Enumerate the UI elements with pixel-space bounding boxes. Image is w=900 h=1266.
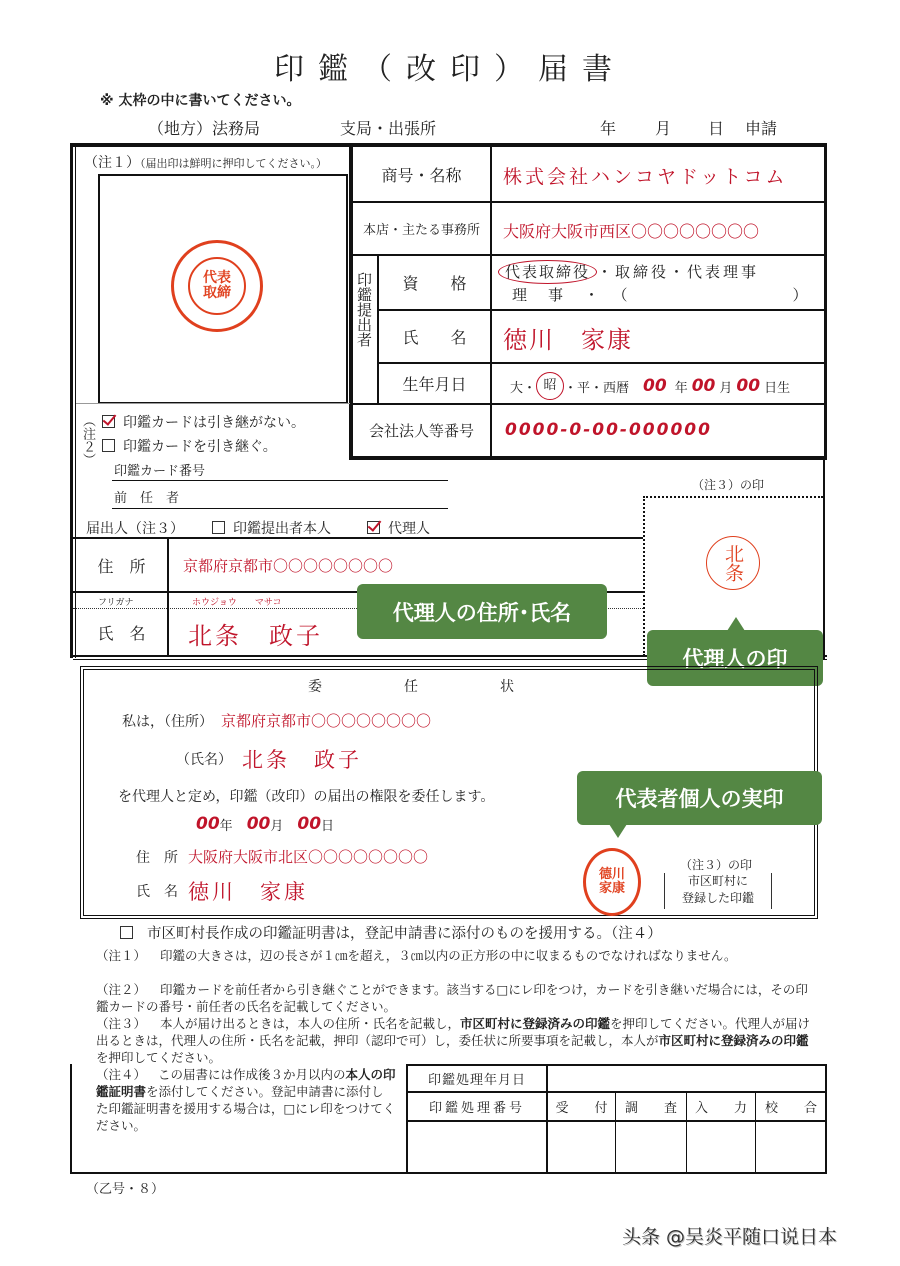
note-4: （注４） この届書には作成後３か月以内の本人の印鑑証明書を添付してください。登記申請書に添付した印鑑証明書を援用する場合は，□にレ印をつけてください。 [96, 1067, 396, 1133]
qualification-selected[interactable]: 代表取締役 [498, 260, 597, 284]
watermark: 头条 @吴炎平随口说日本 [622, 1226, 838, 1248]
col-input: 入 力 [694, 1101, 747, 1116]
company-seal-icon: 代表 取締 [171, 240, 263, 332]
year-label: 年 [600, 119, 617, 138]
poa-principal-address: 住 所 大阪府大阪市北区〇〇〇〇〇〇〇〇 [136, 848, 429, 866]
apply-label: 申請 [745, 119, 778, 138]
checkbox-unchecked[interactable] [212, 521, 225, 534]
card-option-no-transfer[interactable]: 印鑑カードは引き継がない。 [102, 412, 305, 432]
poa-date: 00 年 00 月 00 日 [196, 814, 335, 834]
furigana-label: フリガナ [98, 598, 134, 608]
poa-title: 委 任 状 [308, 679, 532, 695]
card-option-transfer[interactable]: 印鑑カードを引き継ぐ。 [102, 436, 277, 456]
seal-processing-number-label: 印鑑処理番号 [428, 1101, 525, 1116]
corp-number-label: 会社法人等番号 [368, 422, 474, 440]
form-code: （乙号・８） [86, 1182, 165, 1197]
col-collation: 校 合 [764, 1101, 817, 1116]
submitter-name-value: 徳川 家康 [503, 326, 633, 354]
company-name-value: 株式会社ハンコヤドットコム [503, 166, 788, 188]
agent-name-label: 氏 名 [97, 623, 146, 643]
representative-seal-icon: 德川 家康 [583, 848, 641, 916]
poa-principal-name: 氏 名 徳川 家康 [136, 880, 308, 904]
seal-note-label: （注１）（届出印は鮮明に押印してください。） [84, 155, 327, 171]
poa-seal-bracket: 市区町村に 登録した印鑑 [664, 873, 772, 909]
poa-seal-note: （注３）の印 [680, 858, 753, 872]
checkbox-unchecked[interactable] [120, 926, 133, 939]
birth-era-selected[interactable]: 昭 [536, 372, 564, 400]
qualification-options: 代表取締役 ・取締役・代表理事 理 事 ・ （ ） [498, 260, 811, 306]
checkbox-checked[interactable] [367, 521, 380, 534]
col-received: 受 付 [555, 1101, 608, 1116]
submitter-name-label: 氏 名 [402, 328, 467, 347]
corp-number-value: 0000-0-00-000000 [505, 420, 712, 440]
submitter-group-label: 印鑑提出者 [355, 272, 373, 347]
seal-processing-date-label: 印鑑処理年月日 [427, 1073, 526, 1088]
note-3: （注３） 本人が届け出るときは，本人の住所・氏名を記載し，市区町村に登録済みの印鑑を押印してください。代理人が届け出るときは，代理人の住所・氏名を記載，押印（認印で可）し，委任状に所要事項を記載し，本人が市区町村に登録済みの印鑑を押印してください。 [96, 1016, 811, 1065]
company-name-label: 商号・名称 [381, 165, 462, 185]
left-border [70, 143, 73, 658]
checkbox-unchecked[interactable] [102, 439, 115, 452]
page-title: 印鑑（改印）届書 [274, 52, 626, 87]
qualification-label: 資 格 [402, 274, 467, 293]
callout-agent-address-name: 代理人の住所･氏名 [357, 584, 607, 639]
agent-seal-label: （注３）の印 [692, 478, 765, 492]
card-number-label: 印鑑カード番号 [114, 464, 206, 479]
agent-address-label: 住 所 [97, 556, 146, 576]
callout-agent-seal: 代理人の印 [647, 630, 823, 686]
right-border [824, 143, 827, 458]
day-label: 日 [708, 119, 725, 138]
office-value: 大阪府大阪市西区〇〇〇〇〇〇〇〇 [503, 222, 760, 241]
certificate-option[interactable]: 市区町村長作成の印鑑証明書は，登記申請書に添付のものを援用する。（注４） [120, 922, 662, 943]
checkbox-checked[interactable] [102, 415, 115, 428]
poa-name-line: （氏名） 北条 政子 [176, 748, 362, 772]
birthdate-value: 大・ 昭 ・平・西暦 00 年 00 月 00 日生 [510, 372, 790, 400]
furigana-value: ホウジョウ マサコ [192, 598, 282, 608]
agent-seal-icon: 北条 [706, 536, 760, 590]
agent-name-value: 北条 政子 [188, 622, 323, 650]
filer-option-agent[interactable]: 代理人 [367, 518, 430, 538]
note-2: （注２） 印鑑カードを前任者から引き継ぐことができます。該当する□にレ印をつけ，カードを引き継いだ場合には，その印鑑カードの番号・前任者の氏名を記載してください。 [96, 982, 808, 1014]
col-investigation: 調 査 [624, 1101, 677, 1116]
agent-address-value: 京都府京都市〇〇〇〇〇〇〇〇 [183, 557, 394, 575]
predecessor-label: 前 任 者 [114, 491, 180, 506]
poa-address-line: 私は，（住所） 京都府京都市〇〇〇〇〇〇〇〇 [122, 712, 432, 730]
filer-option-self[interactable]: 印鑑提出者本人 [212, 518, 331, 538]
branch-label: 支局・出張所 [340, 119, 437, 138]
instruction-text: ※ 太枠の中に書いてください。 [100, 93, 301, 109]
bureau-label: （地方）法務局 [148, 119, 261, 138]
poa-delegation-text: を代理人と定め，印鑑（改印）の届出の権限を委任します。 [118, 789, 495, 805]
month-label: 月 [655, 119, 672, 138]
filer-row: 届出人（注３） 印鑑提出者本人 代理人 [86, 518, 430, 538]
note2-bracket-label: （注２） [80, 414, 95, 466]
birthdate-label: 生年月日 [402, 375, 467, 394]
office-label: 本店・主たる事務所 [362, 223, 480, 238]
note-1: （注１） 印鑑の大きさは，辺の長さが１㎝を超え，３㎝以内の正方形の中に収まるものでなければなりません。 [96, 948, 737, 963]
callout-representative-seal: 代表者個人の実印 [577, 771, 822, 825]
